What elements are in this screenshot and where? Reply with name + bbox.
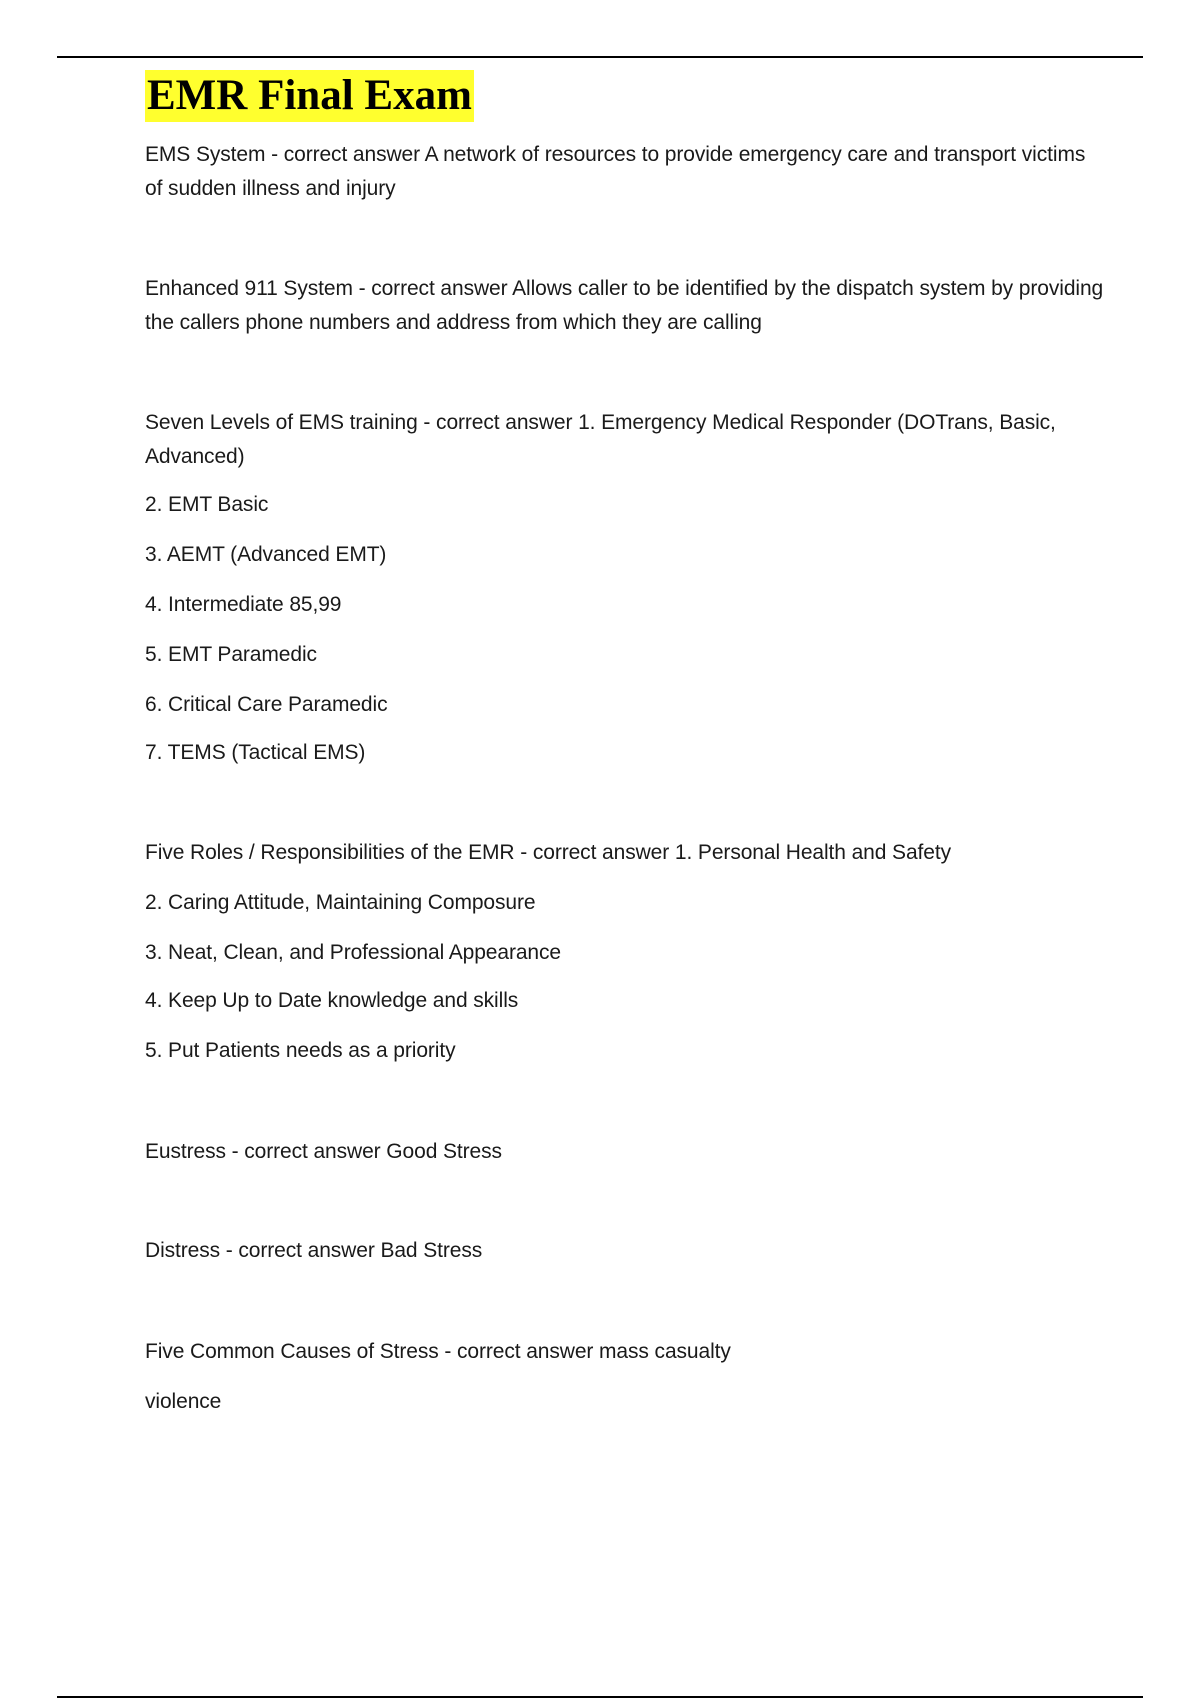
list-item: 3. Neat, Clean, and Professional Appearance: [145, 941, 561, 964]
list-item: 7. TEMS (Tactical EMS): [145, 741, 366, 764]
entry-ems-system: [145, 138, 1105, 206]
list-item: 3. AEMT (Advanced EMT): [145, 543, 387, 566]
list-item: 2. EMT Basic: [145, 493, 269, 516]
entry-text: Enhanced 911 System - correct answer Allows caller to be identified by the dispatch system by providing the callers phone numbers and address from which they are calling: [145, 277, 1104, 334]
list-item: violence: [145, 1390, 222, 1413]
list-item: 5. EMT Paramedic: [145, 643, 317, 666]
entry-text: Seven Levels of EMS training - correct answer 1. Emergency Medical Responder (DOTrans, Basic, Advanced): [145, 411, 1056, 468]
entry-enhanced-911: [145, 272, 1105, 340]
list-item: 5. Put Patients needs as a priority: [145, 1039, 456, 1062]
list-item: 2. Caring Attitude, Maintaining Composure: [145, 891, 536, 914]
footer-rule: [57, 1696, 1143, 1698]
entry-text: Eustress - correct answer Good Stress: [145, 1140, 502, 1163]
entry-text: Five Common Causes of Stress - correct answer mass casualty: [145, 1340, 731, 1363]
header-rule: [57, 56, 1143, 58]
list-item: 4. Intermediate 85,99: [145, 593, 342, 616]
entry-causes-of-stress: [145, 1335, 1105, 1419]
entry-eustress: [145, 1135, 1105, 1169]
entry-five-roles: [145, 836, 1105, 1068]
entry-distress: [145, 1234, 1105, 1268]
document-body: [145, 70, 1105, 1419]
list-item: 6. Critical Care Paramedic: [145, 693, 388, 716]
document-title: EMR Final Exam: [145, 70, 474, 122]
list-item: 4. Keep Up to Date knowledge and skills: [145, 989, 519, 1012]
entry-text: Five Roles / Responsibilities of the EMR - correct answer 1. Personal Health and Safety: [145, 841, 951, 864]
entry-seven-levels: [145, 406, 1105, 770]
entry-text: EMS System - correct answer A network of resources to provide emergency care and transport victims of sudden illness and injury: [145, 143, 1086, 200]
entry-text: Distress - correct answer Bad Stress: [145, 1239, 483, 1262]
